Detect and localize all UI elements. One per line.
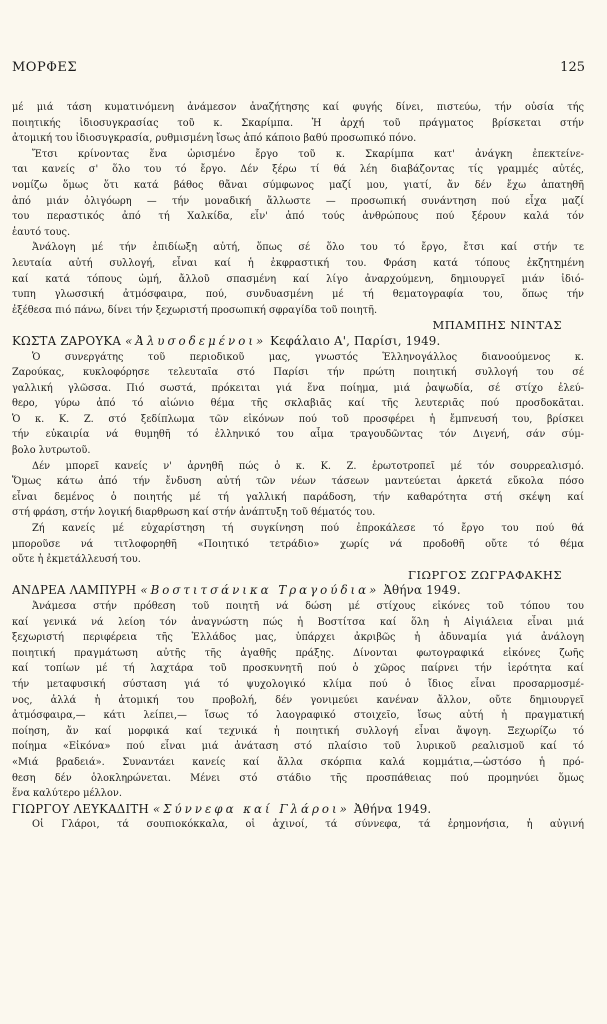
- book-author: ΚΩΣΤΑ ΖΑΡΟΥΚΑ: [12, 333, 122, 348]
- review-heading: [12, 583, 584, 599]
- book-details: Κεφάλαιο Α', Παρίσι, 1949.: [270, 333, 441, 348]
- text-line: βολο λυτρωτοῦ.: [12, 445, 91, 457]
- text-line: «Μιά βραδειά». Συναντάει κανείς καί ἄλλα σκόρπια καλά κομμάτια,—ὡστόσο ἡ πρό-: [12, 756, 584, 768]
- book-details: Ἀθήνα 1949.: [383, 583, 461, 598]
- book-author: ΓΙΩΡΓΟΥ ΛΕΥΚΑΔΙΤΗ: [12, 801, 149, 816]
- text-line: ἐξέθεσα πιό πάνω, δίνει τήν ξεχωριστή προσωπική σφραγίδα τοῦ ποιητῆ.: [12, 304, 378, 316]
- text-line: καί τοπίων μέ τή λαχτάρα τοῦ προσκυνητῆ πού ὁ χῶρος παίρνει τήν ἱερότητα καί: [12, 663, 584, 675]
- text-line: ποιητική πραγμάτωση αὐτῆς τῆς ἀγαθῆς πράξης. Δίνονται φωτογραφικά εἰκόνες ζωῆς: [12, 647, 584, 659]
- text-line: τήν μεταφυσική σύσταση γιά τό ψυχολογικό κλίμα πού ὁ ἴδιος εἶναι προσαρμοσμέ-: [12, 678, 584, 690]
- text-line: Οἱ Γλάροι, τά σουπιοκόκκαλα, οἱ ἀχινοί, τά σύννεφα, τά ἐρημονήσια, ἡ αὐγινή: [32, 819, 584, 831]
- book-author: ΑΝΔΡΕΑ ΛΑΜΠΥΡΗ: [12, 583, 137, 598]
- text-line: καί γενικά νά λείοη τόν ἀναγνώστη πώς ἡ Βοστίτσα καί ὅλη ἡ Αἰγιάλεια εἶναι μιά: [12, 616, 584, 628]
- review-heading: [12, 334, 584, 350]
- text-line: ποίημα «Εἰκόνα» πού εἶναι μιά ἀνάταση στό πλαίσιο τοῦ λυρικοῦ ρεαλισμοῦ καί τό: [12, 741, 584, 753]
- book-title: «Ἀλυσοδεμένοι»: [125, 333, 267, 348]
- text-line: θερο, γύρω ἀπό τό αἰώνιο θέμα τῆς σκλαβιᾶς καί τῆς λευτεριᾶς πού προσδοκᾶται.: [12, 398, 584, 410]
- reviewer-signature: ΓΙΩΡΓΟΣ ΖΩΓΡΑΦΑΚΗΣ: [407, 567, 562, 582]
- text-line: ἀπό μιάν ὀλιγόωρη — τήν μοναδική ἄλλωστε — προσωπική συνάντηση πού εἶχα μαζί: [12, 195, 584, 207]
- reviewer-signature: ΜΠΑΜΠΗΣ ΝΙΝΤΑΣ: [432, 318, 562, 333]
- text-line: γαλλική γλῶσσα. Πιό σωστά, πρόκειται γιά ἕνα ποίημα, μιά ῥαψωδία, σέ στίχο ἐλεύ-: [12, 382, 584, 394]
- text-line: στή φράση, στήν λογική διαρθρωση καί στήν ἀνάπτυξη τοῦ θέματός του.: [12, 507, 376, 519]
- text-line: θεση δέν ὁλοκληρώνεται. Μένει στό στάδιο τῆς προσπάθειας πού προμηνύει ὅμως: [12, 772, 584, 784]
- book-title: «Βοστιτσάνικα Τραγούδια»: [140, 583, 380, 598]
- review-heading: [12, 802, 584, 818]
- text-line: τήν εὐκαιρία νά θυμηθῆ τό ἑλληνικό του αἷμα τραγουδῶντας τόν Διγενή, σάν σύμ-: [12, 429, 584, 441]
- text-line: ἀτμόσφαιρα,— κάτι λείπει,— ἴσως τό λαογραφικό στοιχεῖο, ἴσως αὐτή ἡ πραγματική: [12, 710, 584, 722]
- text-line: ἀτομική του ἰδιοσυγκρασία, ρυθμισμένη ἴσως ἀπό κάποιο βαθύ προσωπικό πόνο.: [12, 133, 417, 145]
- text-line: Ὁ συνεργάτης τοῦ περιοδικοῦ μας, γνωστός Ἑλληνογάλλος διανοούμενος κ.: [32, 351, 584, 363]
- text-line: Ἀνάμεσα στήν πρόθεση τοῦ ποιητῆ νά δώση μέ στίχους εἰκόνες τοῦ τόπου του: [32, 601, 584, 612]
- text-line: ται κανείς σ' ὅλο του τό ἔργο. Δέν ξέρω τί θά λέη διαβάζοντας τίς γραμμές αὐτές,: [12, 164, 584, 176]
- text-line: Ἀνάλογη μέ τήν ἐπιδίωξη αὐτή, ὅπως σέ ὅλο του τό ἔργο, ἔτσι καί στήν τε: [32, 242, 584, 254]
- text-line: ξεχωριστή περιφέρεια τῆς Ἑλλάδος μας, ὑπάρχει ἀκριβῶς ἡ ἀδυναμία γιά ἀνάλογη: [12, 632, 584, 644]
- text-line: νος, ἀλλά ἡ ἀτομική του προβολή, δέν γονιμεύει κανέναν ἄλλον, οὔτε δημιουργεῖ: [12, 694, 584, 706]
- page-header: [12, 60, 585, 78]
- text-line: νομίζω ὅμως ὅτι κατά βάθος θἄναι σύμφωνος μαζί μου, γιατί, ἄν δέν ἔχω ἀπατηθῆ: [12, 179, 584, 191]
- text-line: ποιητικής ἰδιοσυγκρασίας τοῦ κ. Σκαρίμπα. Ἡ ἀρχή τοῦ πράγματος βρίσκεται στήν: [12, 117, 584, 129]
- text-line: μποροῦσε νά τιτλοφορηθῆ «Ποιητικό τετράδιο» χωρίς νά προδοθῆ οὔτε τό θέμα: [12, 538, 584, 550]
- text-line: μέ μιά τάση κυματινόμενη ἀνάμεσον ἀναζήτησης καί φυγής δίνει, πιστεύω, τήν οὐσία τής: [12, 102, 584, 113]
- text-line: Ὅμως κάτω ἀπό τήν ἔνδυση αὐτή τῶν νέων τάσεων μαντεύεται ἀρκετά εὔκολα πόσο: [12, 476, 584, 488]
- text-line: του περαστικός ἀπό τή Χαλκίδα, εἶν' ἀπό τούς ἀνθρώπους πού ξέρουν καλά τόν: [12, 211, 584, 223]
- text-line: Δέν μπορεῖ κανείς ν' ἀρνηθῆ πώς ὁ κ. Κ. Ζ. ἐρωτοτροπεῖ μέ τόν σουρρεαλισμό.: [32, 460, 584, 472]
- text-line: Ζαρούκας, κυκλοφόρησε τελευταῖα στό Παρίσι τήν πρώτη ποιητική συλλογή του σέ: [12, 367, 584, 379]
- text-line: ἕνα καλύτερο μέλλον.: [12, 788, 122, 800]
- text-line: Ἔτσι κρίνοντας ἕνα ὡρισμένο ἔργο τοῦ κ. Σκαρίμπα κατ' ἀνάγκη ἐπεκτείνε-: [32, 148, 584, 160]
- page-number: 125: [560, 60, 585, 75]
- page-body: [12, 100, 584, 833]
- text-line: καί κατά τόπους ὠμή, ἄλλοῦ σπασμένη καί λίγο ἀναρχούμενη, δημιουργεῖ μιάν ἰδιό-: [12, 273, 584, 285]
- text-line: Ζή κανείς μέ εὐχαρίστηση τή συγκίνηση πού ἐπροκάλεσε τό ἔργο του πού θά: [32, 523, 584, 535]
- book-title: «Σύννεφα καί Γλάροι»: [152, 801, 350, 816]
- running-title: ΜΟΡΦΕΣ: [12, 60, 78, 75]
- book-details: Ἀθήνα 1949.: [353, 801, 432, 816]
- text-line: εἶναι δεμένος ὁ ποιητής μέ τή γαλλική παράδοση, τήν καθαρότητα στή σκέψη καί: [12, 491, 584, 503]
- text-line: λευταία αὐτή συλλογή, εἶναι καί ἡ ἐκφραστική του. Φράση κατά τόπους ἐκζητημένη: [12, 257, 584, 269]
- text-line: Ὁ κ. Κ. Ζ. στό ξεδίπλωμα τῶν εἰκόνων πού τοῦ προσφέρει ἡ ἔμπνευσή του, βρίσκει: [12, 413, 584, 425]
- text-line: τυπη γλωσσική ἀτμόσφαιρα, πού, συνδυασμένη μέ τή θεματογραφία του, ὅπως τήν: [12, 289, 584, 301]
- text-line: ποίηση, ἄν καί μορφικά καί τεχνικά ἡ ποιητική συλλογή εἶναι ἄψογη. Ξεχωρίζω τό: [12, 725, 584, 737]
- text-line: οὔτε ἡ ἐκμετάλλευσή του.: [12, 554, 141, 566]
- text-line: ἑαυτό τους.: [12, 226, 71, 238]
